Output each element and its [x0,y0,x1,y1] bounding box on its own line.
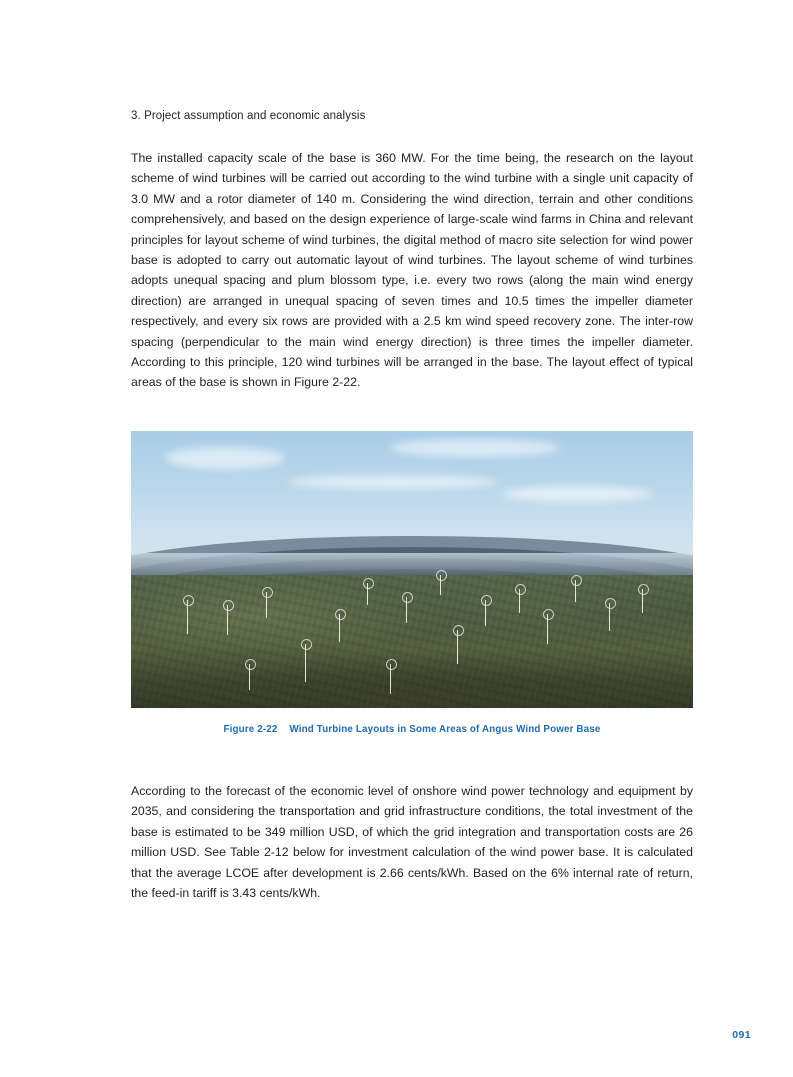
wind-turbine-marker [187,600,188,634]
figure-image-wind-turbine-layout [131,431,693,708]
figure-title: Wind Turbine Layouts in Some Areas of Angus Wind Power Base [289,723,601,735]
figure-number: Figure 2-22 [223,723,278,735]
wind-turbine-marker [266,592,267,618]
figure-caption [131,724,693,735]
page-number: 091 [732,1029,751,1041]
wind-turbine-marker [390,664,391,694]
figure-2-22 [131,431,693,735]
wind-turbine-marker [519,589,520,613]
wind-turbine-marker [305,644,306,682]
body-paragraph-2: According to the forecast of the economic level of onshore wind power technology and equipment by 2035, and considering the transportation and grid infrastructure conditions, the total investment of the base is estimated to be 349 million USD, of which the grid integration and transportation costs are 26 million USD. See Table 2-12 below for investment calculation of the wind power base. It is calculated that the average LCOE after development is 2.66 cents/kWh. Based on the 6% internal rate of return, the feed-in tariff is 3.43 cents/kWh. [131,783,693,900]
section-heading: 3. Project assumption and economic analysis [131,110,366,122]
wind-turbine-marker [227,605,228,635]
wind-turbine-marker [367,583,368,605]
page-content [131,108,693,903]
cloud-shape [390,439,560,457]
wind-turbine-marker [609,603,610,631]
wind-turbine-marker [406,597,407,623]
body-paragraph-1: The installed capacity scale of the base is 360 MW. For the time being, the research on the layout scheme of wind turbines will be carried out according to the wind turbine with a single unit capacity of 3.0 MW and a rotor diameter of 140 m. Considering the wind direction, terrain and other conditions comprehensively, and based on the design experience of large-scale wind farms in China and relevant principles for layout scheme of wind turbines, the digital method of macro site selection for wind power base is adopted to carry out automatic layout of wind turbines. The layout scheme of wind turbines adopts unequal spacing and plum blossom type, i.e. every two rows (along the main wind energy direction) are arranged in unequal spacing of seven times and 10.5 times the impeller diameter respectively, and every six rows are provided with a 2.5 km wind speed recovery zone. The inter-row spacing (perpendicular to the main wind energy direction) is three times the impeller diameter. According to this principle, 120 wind turbines will be arranged in the base. The layout effect of typical areas of the base is shown in Figure 2-22. [131,151,693,390]
wind-turbine-marker [440,575,441,595]
wind-turbine-marker [575,580,576,602]
wind-turbine-marker [485,600,486,626]
wind-turbine-marker [457,630,458,664]
wind-turbine-marker [249,664,250,690]
wind-turbine-marker [547,614,548,644]
wind-turbine-marker [642,589,643,613]
wind-turbine-marker [339,614,340,642]
